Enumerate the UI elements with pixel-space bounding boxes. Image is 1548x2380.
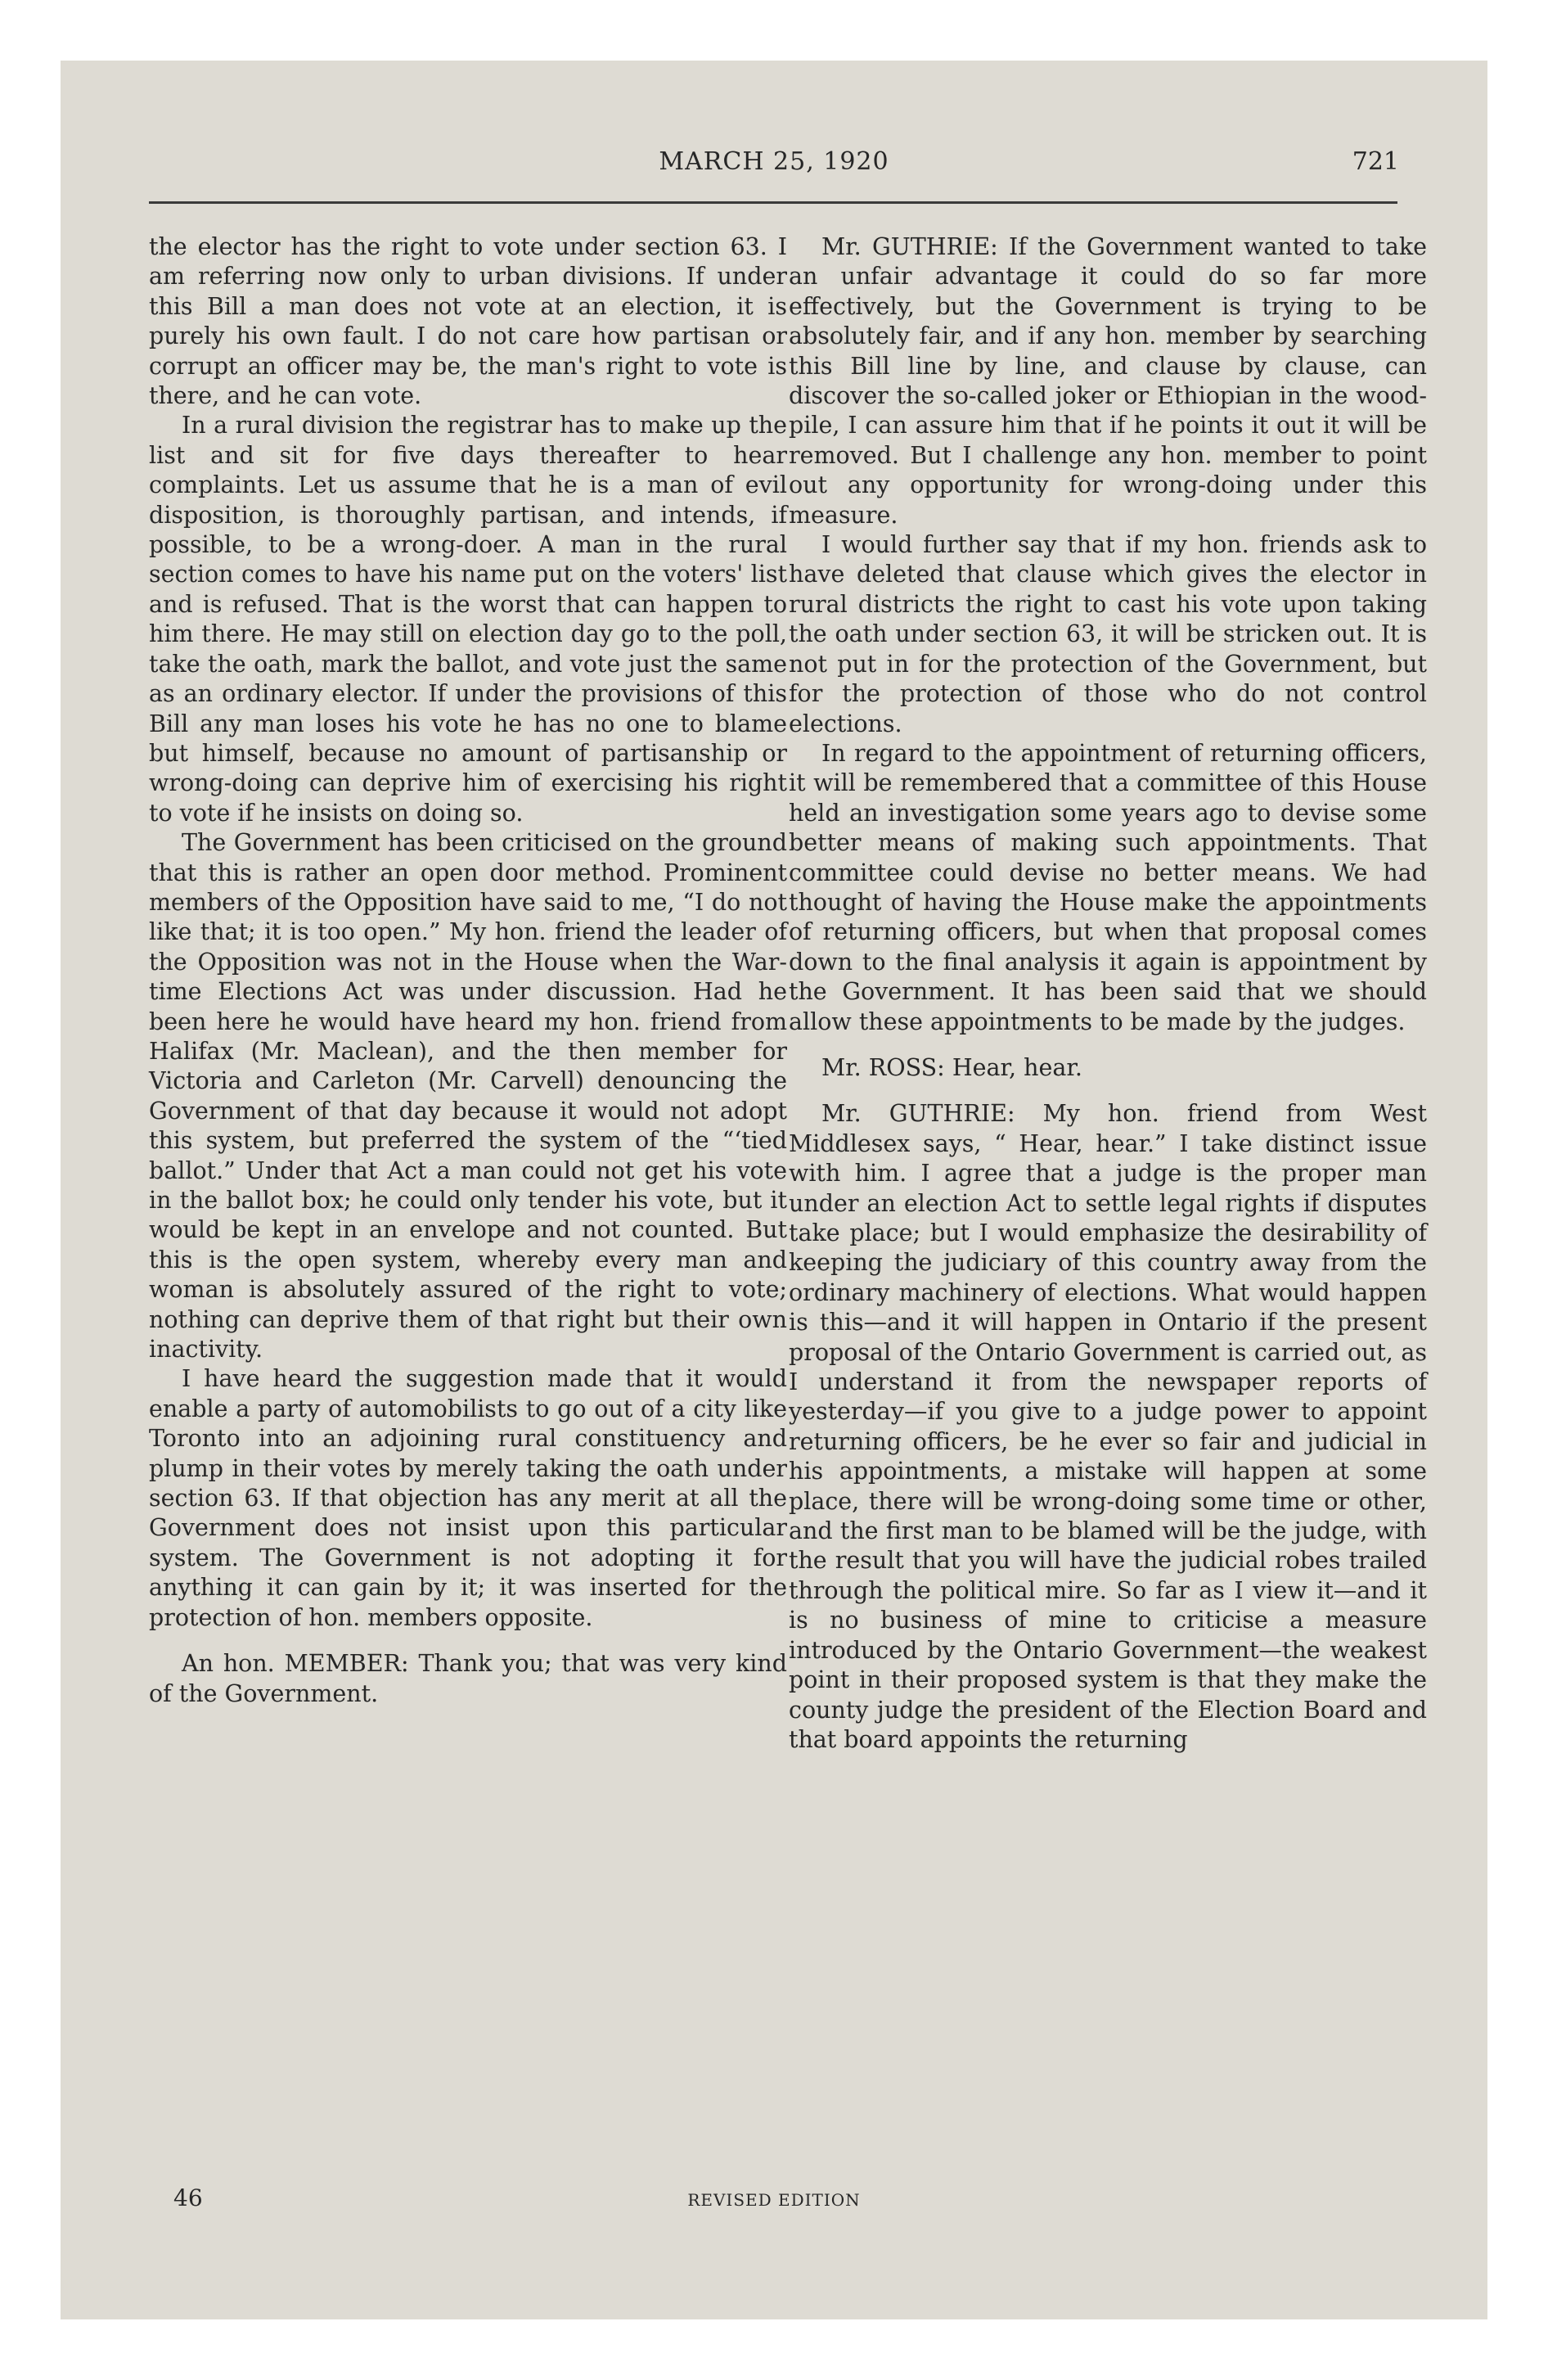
edition-footer: REVISED EDITION xyxy=(687,2190,861,2210)
left-paragraph: I have heard the suggestion made that it would enable a party of automobilists to go out of a city like Toronto into an adjoining rural constituency and plump in their votes by merely taking the oath under section 63. If that objection has any merit at all the Government does not insist upon this particular system. The Government is not adopting it for anything it can gain by it; it was inserted for the protection of hon. members opposite. xyxy=(149,1365,787,1631)
left-paragraph: The Government has been criticised on the ground that this is rather an open door method. Prominent members of the Opposition have said to me, “I do not like that; it is too open.” My hon. friend the leader of the Opposition was not in the House when the War-time Elections Act was under discussion. Had he been here he would have heard my hon. friend from Halifax (Mr. Maclean), and the then member for Victoria and Carleton (Mr. Carvell) denouncing the Government of that day because it would not adopt this system, but preferred the system of the “‘tied ballot.” Under that Act a man could not get his vote in the ballot box; he could only tender his vote, but it would be kept in an envelope and not counted. But this is the open system, whereby every man and woman is absolutely assured of the right to vote; nothing can deprive them of that right but their own inactivity. xyxy=(149,829,787,1364)
right-column xyxy=(789,232,1427,1755)
right-paragraph: Mr. GUTHRIE: My hon. friend from West Middlesex says, “ Hear, hear.” I take distinct issue with him. I agree that a judge is the proper man under an election Act to settle legal rights if disputes take place; but I would emphasize the desirability of keeping the judiciary of this country away from the ordinary machinery of elections. What would happen is this—and it will happen in Ontario if the present proposal of the Ontario Government is carried out, as I understand it from the newspaper reports of yesterday—if you give to a judge power to appoint returning officers, be he ever so fair and judicial in his appointments, a mistake will happen at some place, there will be wrong-doing some time or other, and the first man to be blamed will be the judge, with the result that you will have the judicial robes trailed through the political mire. So far as I view it—and it is no business of mine to criticise a measure introduced by the Ontario Government—the weakest point in their proposed system is that they make the county judge the president of the Election Board and that board appoints the returning xyxy=(789,1100,1427,1753)
right-paragraph: Mr. ROSS: Hear, hear. xyxy=(821,1053,1082,1081)
left-paragraph: An hon. MEMBER: Thank you; that was very kind of the Government. xyxy=(149,1650,787,1707)
left-column xyxy=(149,232,787,1709)
page-date: MARCH 25, 1920 xyxy=(659,147,889,176)
left-paragraph: In a rural division the registrar has to make up the list and sit for five days thereafter to hear complaints. Let us assume that he is a man of evil disposition, is thoroughly partisan, and intends, if possible, to be a wrong-doer. A man in the rural section comes to have his name put on the voters' list and is refused. That is the worst that can happen to him there. He may still on election day go to the poll, take the oath, mark the ballot, and vote just the same as an ordinary elector. If under the provisions of this Bill any man loses his vote he has no one to blame but himself, because no amount of partisanship or wrong-doing can deprive him of exercising his right to vote if he insists on doing so. xyxy=(149,412,787,827)
right-paragraph: I would further say that if my hon. friends ask to have deleted that clause which gives the elector in rural districts the right to cast his vote upon taking the oath under section 63, it will be stricken out. It is not put in for the protection of the Government, but for the protection of those who do not control elections. xyxy=(789,531,1427,737)
right-paragraph: Mr. GUTHRIE: If the Government wanted to take an unfair advantage it could do so far more effectively, but the Government is trying to be absolutely fair, and if any hon. member by searching this Bill line by line, and clause by clause, can discover the so-called joker or Ethiopian in the wood-pile, I can assure him that if he points it out it will be removed. But I challenge any hon. member to point out any opportunity for wrong-doing under this measure. xyxy=(789,233,1427,529)
signature-mark: 46 xyxy=(173,2184,203,2211)
page-number: 721 xyxy=(1352,147,1399,176)
header-rule xyxy=(149,201,1397,204)
document-page xyxy=(61,61,1487,2319)
page-header xyxy=(100,147,1448,196)
left-paragraph: the elector has the right to vote under section 63. I am referring now only to urban divisions. If under this Bill a man does not vote at an election, it is purely his own fault. I do not care how partisan or corrupt an officer may be, the man's right to vote is there, and he can vote. xyxy=(149,233,787,410)
right-paragraph: In regard to the appointment of returning officers, it will be remembered that a committee of this House held an investigation some years ago to devise some better means of making such appointments. That committee could devise no better means. We had thought of having the House make the appointments of returning officers, but when that proposal comes down to the final analysis it again is appointment by the Government. It has been said that we should allow these appointments to be made by the judges. xyxy=(789,739,1427,1035)
